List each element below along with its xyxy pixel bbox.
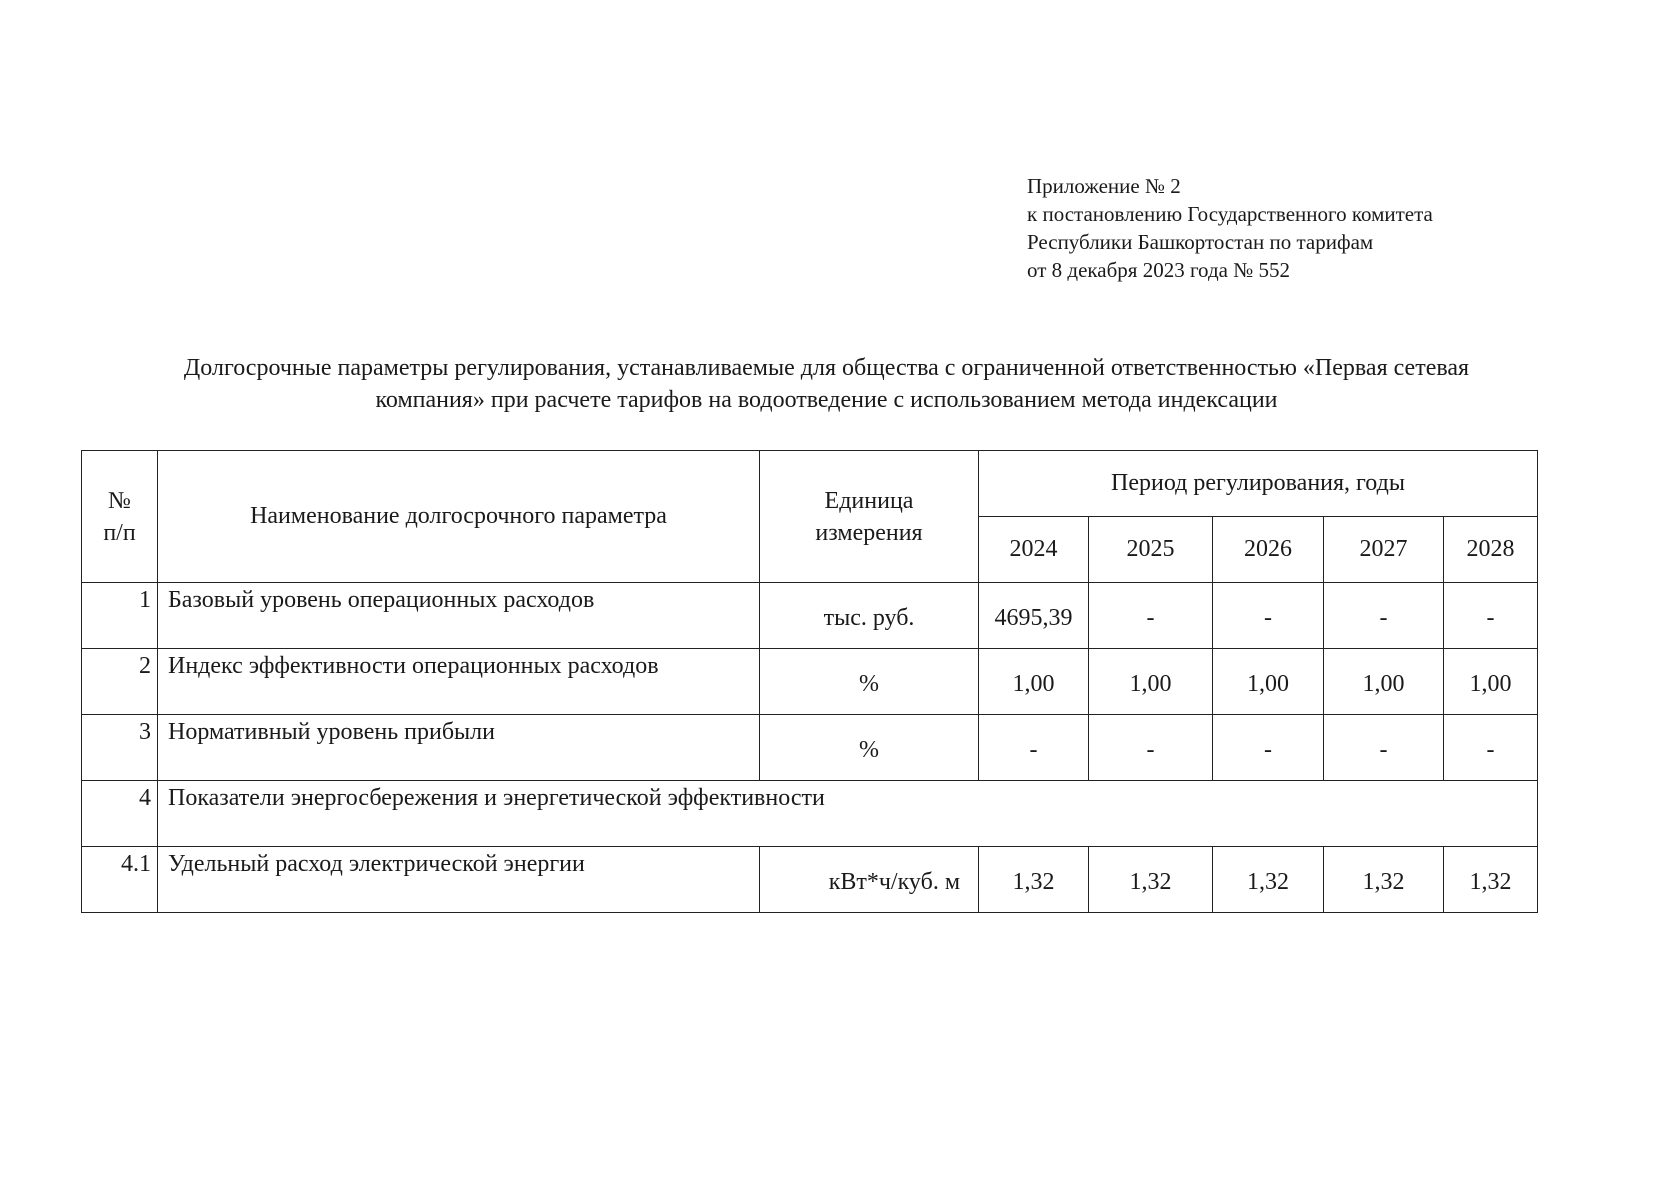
header-year: 2027 — [1324, 517, 1444, 583]
header-year: 2028 — [1444, 517, 1538, 583]
row-number: 3 — [82, 715, 158, 781]
table-row — [82, 649, 1538, 715]
header-parameter-name: Наименование долгосрочного параметра — [158, 451, 760, 583]
table-row — [82, 715, 1538, 781]
row-number: 1 — [82, 583, 158, 649]
row-value: 1,32 — [979, 847, 1089, 913]
header-number-pp: п/п — [103, 519, 136, 546]
header-year: 2026 — [1213, 517, 1324, 583]
row-value: 1,00 — [1213, 649, 1324, 715]
row-value: 1,32 — [1444, 847, 1538, 913]
row-parameter-name: Удельный расход электрической энергии — [158, 847, 760, 913]
header-number — [82, 451, 158, 583]
row-value: - — [1089, 583, 1213, 649]
header-unit-line: Единица — [824, 487, 914, 514]
row-section-name: Показатели энергосбережения и энергетической эффективности — [158, 781, 1538, 847]
row-value: 1,32 — [1213, 847, 1324, 913]
table-row — [82, 847, 1538, 913]
row-unit: % — [760, 715, 979, 781]
header-unit-line: измерения — [815, 519, 923, 546]
appendix-line: Приложение № 2 — [1027, 174, 1181, 198]
row-value: 1,32 — [1089, 847, 1213, 913]
row-number: 4 — [82, 781, 158, 847]
header-number-sign: № — [108, 487, 131, 514]
row-value: - — [1089, 715, 1213, 781]
row-value: - — [979, 715, 1089, 781]
table-row — [82, 583, 1538, 649]
title-line: Долгосрочные параметры регулирования, устанавливаемые для общества с ограниченной ответственностью «Первая сетевая — [183, 355, 1470, 381]
row-number: 2 — [82, 649, 158, 715]
row-parameter-name: Индекс эффективности операционных расходов — [158, 649, 760, 715]
row-value: 1,00 — [979, 649, 1089, 715]
header-year: 2025 — [1089, 517, 1213, 583]
row-number: 4.1 — [82, 847, 158, 913]
row-value: - — [1444, 715, 1538, 781]
table-section-row — [82, 781, 1538, 847]
row-value: - — [1324, 583, 1444, 649]
row-parameter-name: Базовый уровень операционных расходов — [158, 583, 760, 649]
appendix-line: Республики Башкортостан по тарифам — [1027, 230, 1374, 254]
appendix-line: к постановлению Государственного комитета — [1027, 202, 1433, 226]
row-parameter-name: Нормативный уровень прибыли — [158, 715, 760, 781]
row-unit: % — [760, 649, 979, 715]
row-unit: кВт*ч/куб. м — [760, 847, 979, 913]
row-unit: тыс. руб. — [760, 583, 979, 649]
parameters-table — [81, 450, 1538, 913]
row-value: - — [1324, 715, 1444, 781]
header-period: Период регулирования, годы — [979, 451, 1538, 517]
row-value: - — [1213, 583, 1324, 649]
table-header-row — [82, 451, 1538, 517]
header-year: 2024 — [979, 517, 1089, 583]
document-title — [40, 352, 1613, 416]
row-value: - — [1213, 715, 1324, 781]
row-value: 1,00 — [1444, 649, 1538, 715]
appendix-block — [1027, 172, 1433, 284]
row-value: 1,00 — [1324, 649, 1444, 715]
title-line: компания» при расчете тарифов на водоотведение с использованием метода индексации — [375, 387, 1278, 413]
appendix-line: от 8 декабря 2023 года № 552 — [1027, 258, 1290, 282]
row-value: 4695,39 — [979, 583, 1089, 649]
row-value: 1,32 — [1324, 847, 1444, 913]
row-value: 1,00 — [1089, 649, 1213, 715]
header-unit — [760, 451, 979, 583]
row-value: - — [1444, 583, 1538, 649]
